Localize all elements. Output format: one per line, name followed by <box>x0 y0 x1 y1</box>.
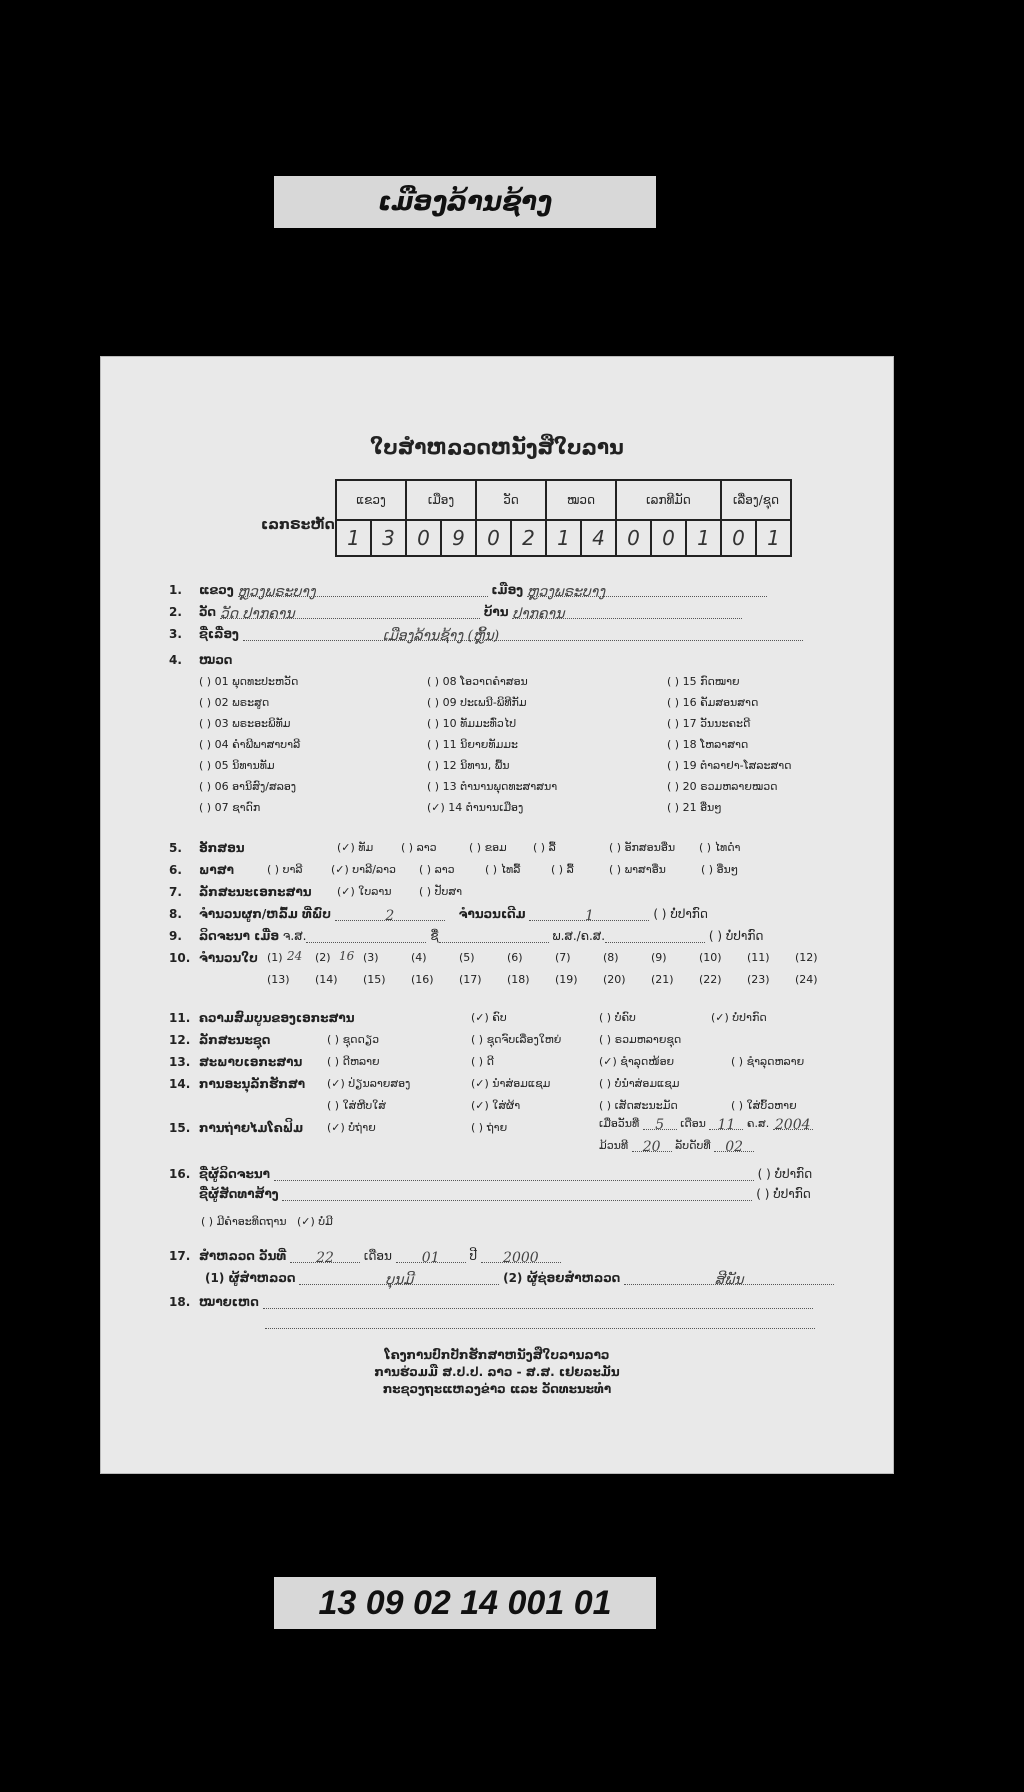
f7-opt[interactable]: (✓) ໃບລານ <box>337 885 392 898</box>
f15-opt[interactable]: (✓) ບໍ່ຖ່າຍ <box>327 1121 376 1134</box>
page-count-slot: (5) <box>459 951 475 964</box>
f12-opt[interactable]: ( ) ຊຸດຈົບເລື່ອງໃຫຍ່ <box>471 1033 562 1046</box>
f11-opt[interactable]: ( ) ບໍ່ຄົບ <box>599 1011 636 1024</box>
f15-date: ເມື່ອວັນທີ່ 5 ເດືອນ 11 ຄ.ສ. 2004 <box>599 1117 813 1130</box>
f16-extra[interactable]: ( ) ມີຄຳອະທິດຖານ <box>201 1215 287 1228</box>
page-count-slot: (10) <box>699 951 722 964</box>
field-5: 5. ອັກສອນ <box>169 841 245 855</box>
f11-opt[interactable]: (✓) ບໍ່ປາກົດ <box>711 1011 767 1024</box>
page-count-slot: (19) <box>555 973 578 986</box>
page-count-slot: (6) <box>507 951 523 964</box>
category-option[interactable]: ( ) 16 ຄັມສອນສາດ <box>667 696 759 709</box>
field-13: 13. ສະພາບເອກະສານ <box>169 1055 303 1069</box>
f6-opt[interactable]: ( ) ລາວ <box>419 863 455 876</box>
f14-opt[interactable]: (✓) ໃສ່ຜ້າ <box>471 1099 521 1112</box>
field-18: 18. ໝາຍເຫດ <box>169 1295 813 1309</box>
category-option[interactable]: ( ) 12 ນິທານ, ພື້ນ <box>427 759 510 772</box>
code-digit: 2 <box>511 520 546 556</box>
page-count-slot: (22) <box>699 973 722 986</box>
code-digit: 0 <box>406 520 441 556</box>
category-option[interactable]: ( ) 17 ວັນນະຄະດີ <box>667 717 751 730</box>
field-11: 11. ຄວາມສົມບູນຂອງເອກະສານ <box>169 1011 355 1025</box>
category-option[interactable]: ( ) 13 ຕຳນານພຸດທະສາສນາ <box>427 780 558 793</box>
f14-opt[interactable]: ( ) ເສັດສະນະມັດ <box>599 1099 678 1112</box>
page-count-slot: (15) <box>363 973 386 986</box>
f6-opt[interactable]: ( ) ໄທລື້ <box>485 863 521 876</box>
page-count-slot: (24) <box>795 973 818 986</box>
bottom-code-label: 13 09 02 14 001 01 <box>274 1577 656 1629</box>
page-count-slot: (14) <box>315 973 338 986</box>
field-6: 6. ພາສາ <box>169 863 234 877</box>
category-option[interactable]: ( ) 02 ພຣະສູດ <box>199 696 270 709</box>
field-8: 8. ຈຳນວນຜູກ/ຫລົ້ມ ທີ່ພົບ 2 ຈຳນວນເດີມ 1 ( ) ບໍ່ປາກົດ <box>169 907 708 924</box>
footer-line: ໂຄງການປົກປັກຮັກສາຫນັງສືໃບລານລາວ <box>384 1348 610 1362</box>
field-1: 1. ແຂວງ ຫຼວງພຣະບາງ ເມືອງ ຫຼວງພຣະບາງ <box>169 583 767 597</box>
field-12: 12. ລັກສະນະຊຸດ <box>169 1033 271 1047</box>
code-digit: 0 <box>721 520 756 556</box>
code-header: ເລື່ອງ/ຊຸດ <box>721 480 791 520</box>
page-count-slot: (7) <box>555 951 571 964</box>
form-title: ໃບສຳຫລວດຫນັງສືໃບລານ <box>370 435 624 459</box>
f10-value-2: 16 <box>339 949 355 963</box>
f13-opt[interactable]: ( ) ດີຫລາຍ <box>327 1055 380 1068</box>
category-option[interactable]: ( ) 15 ກົດໝາຍ <box>667 675 740 688</box>
code-table <box>335 479 792 557</box>
footer-line: ກະຊວງຖະແຫລງຂ່າວ ແລະ ວັດທະນະທຳ <box>382 1382 612 1396</box>
code-header: ເມືອງ <box>406 480 476 520</box>
f5-opt[interactable]: ( ) ອັກສອນອື່ນ <box>609 841 676 854</box>
field-18-line <box>265 1315 815 1329</box>
category-option[interactable]: ( ) 03 ພຣະອະພິທັມ <box>199 717 291 730</box>
field-10: 10. ຈຳນວນໃບ <box>169 951 258 965</box>
code-digit: 0 <box>616 520 651 556</box>
field-4: 4. ໝວດ <box>169 653 233 667</box>
page-count-slot: (23) <box>747 973 770 986</box>
category-option[interactable]: ( ) 21 ອື່ນໆ <box>667 801 722 814</box>
category-option[interactable]: ( ) 11 ນິຍາຍທັມມະ <box>427 738 518 751</box>
f14-opt[interactable]: ( ) ບໍ່ນຳສ່ອມແຊມ <box>599 1077 680 1090</box>
f15-opt[interactable]: ( ) ຖ່າຍ <box>471 1121 508 1134</box>
f12-opt[interactable]: ( ) ຊຸດດຽວ <box>327 1033 380 1046</box>
page-count-slot: (21) <box>651 973 674 986</box>
category-option[interactable]: ( ) 10 ທັມມະທົ່ວໄປ <box>427 717 517 730</box>
page-count-slot: (17) <box>459 973 482 986</box>
code-digit: 1 <box>546 520 581 556</box>
code-digit: 9 <box>441 520 476 556</box>
page-count-slot: (16) <box>411 973 434 986</box>
page-count-slot: (2) <box>315 951 331 964</box>
f14-opt[interactable]: ( ) ໃສ່ຫີບໃສ່ <box>327 1099 386 1112</box>
category-option[interactable]: ( ) 04 ຄຳພີພາສາບາລີ <box>199 738 301 751</box>
f11-opt[interactable]: (✓) ຄົບ <box>471 1011 507 1024</box>
top-title-label: ເມືອງລ້ານຊ້າງ <box>274 176 656 228</box>
category-option[interactable]: ( ) 01 ພຸດທະປະຫວັດ <box>199 675 299 688</box>
f6-opt[interactable]: ( ) ບາລີ <box>267 863 303 876</box>
category-option[interactable]: ( ) 07 ຊາດົກ <box>199 801 261 814</box>
field-7: 7. ລັກສະນະເອກະສານ <box>169 885 312 899</box>
field-17-surveyors: (1) ຜູ້ສຳຫລວດ ບຸນມີ (2) ຜູ້ຊ່ອຍສຳຫລວດ ສີພັນ <box>205 1271 834 1285</box>
code-header: ວັດ <box>476 480 546 520</box>
f10-value-1: 24 <box>287 949 303 963</box>
page-count-slot: (12) <box>795 951 818 964</box>
f13-opt[interactable]: ( ) ດີ <box>471 1055 494 1068</box>
f14-opt[interactable]: (✓) ນຳສ່ອມແຊມ <box>471 1077 551 1090</box>
category-option[interactable]: ( ) 09 ປະເພນີ-ພິທີກັມ <box>427 696 527 709</box>
footer-line: ການຮ່ວມມື ສ.ປ.ປ. ລາວ - ສ.ສ. ເຢຍລະມັນ <box>374 1365 620 1379</box>
f6-opt[interactable]: ( ) ພາສາອື່ນ <box>609 863 666 876</box>
code-digit: 1 <box>756 520 791 556</box>
f6-opt[interactable]: ( ) ອື່ນໆ <box>701 863 739 876</box>
code-digit: 0 <box>651 520 686 556</box>
page-count-slot: (3) <box>363 951 379 964</box>
code-digit: 3 <box>371 520 406 556</box>
f5-opt[interactable]: ( ) ຂອມ <box>469 841 507 854</box>
survey-form <box>100 356 894 1474</box>
code-digit: 0 <box>476 520 511 556</box>
category-option[interactable]: ( ) 18 ໂຫລາສາດ <box>667 738 749 751</box>
f12-opt[interactable]: ( ) ຣວມຫລາຍຊຸດ <box>599 1033 682 1046</box>
code-header: ເລກທີມັດ <box>616 480 721 520</box>
category-option[interactable]: (✓) 14 ຕຳນານເມືອງ <box>427 801 524 814</box>
page-count-slot: (9) <box>651 951 667 964</box>
field-14: 14. ການອະນຸລັກຮັກສາ <box>169 1077 306 1091</box>
code-label: ເລກຣະຫັດ <box>261 517 335 533</box>
category-option[interactable]: ( ) 20 ຣວມຫລາຍໝວດ <box>667 780 778 793</box>
f7-opt[interactable]: ( ) ປັບສາ <box>419 885 462 898</box>
category-option[interactable]: ( ) 06 ອານິສົງ/ສລອງ <box>199 780 297 793</box>
f14-opt[interactable]: (✓) ປ່ຽນລາຍສອງ <box>327 1077 411 1090</box>
page-count-slot: (20) <box>603 973 626 986</box>
category-option[interactable]: ( ) 08 ໂອວາດຄຳສອນ <box>427 675 528 688</box>
code-digit: 4 <box>581 520 616 556</box>
field-2: 2. ວັດ ວັດ ປາກຄານ ບ້ານ ປາກຄານ <box>169 605 742 619</box>
category-option[interactable]: ( ) 19 ຕຳລາຢາ-ໂສລະສາດ <box>667 759 792 772</box>
category-option[interactable]: ( ) 05 ນິທານທັມ <box>199 759 275 772</box>
code-header: ແຂວງ <box>336 480 406 520</box>
field-17: 17. ສຳຫລວດ ວັນທີ່ 22 ເດືອນ 01 ປີ 2000 <box>169 1249 561 1263</box>
f13-opt[interactable]: (✓) ຊຳລຸດໜ້ອຍ <box>599 1055 675 1068</box>
field-16b: ຊື່ຜູ້ສັດທາສ້າງ ( ) ບໍ່ປາກົດ <box>199 1187 811 1201</box>
f5-opt[interactable]: (✓) ທັມ <box>337 841 374 854</box>
field-9: 9. ລິດຈະນາ ເມື່ອ ຈ.ສ. ຊື່ ພ.ສ./ຄ.ສ. ( ) ບໍ່ປາກົດ <box>169 929 764 943</box>
f5-opt[interactable]: ( ) ລື້ <box>533 841 556 854</box>
page-count-slot: (13) <box>267 973 290 986</box>
field-3: 3. ຊື່ເລື່ອງ ເມືອງລ້ານຊ້າງ (ຫຼິ້ນ) <box>169 627 803 641</box>
field-16: 16. ຊື່ຜູ້ລິດຈະນາ ( ) ບໍ່ປາກົດ <box>169 1167 813 1181</box>
form-footer <box>101 1347 893 1398</box>
page-count-slot: (11) <box>747 951 770 964</box>
f14-opt[interactable]: ( ) ໃສ່ບົ້ວຫາຍ <box>731 1099 797 1112</box>
page-count-slot: (8) <box>603 951 619 964</box>
f13-opt[interactable]: ( ) ຊຳລຸດຫລາຍ <box>731 1055 805 1068</box>
f15-roll: ມ້ວນທີ 20 ລັບດັບທີ່ 02 <box>599 1139 754 1152</box>
page-count-slot: (1) <box>267 951 283 964</box>
f6-opt[interactable]: (✓) ບາລີ/ລາວ <box>331 863 396 876</box>
f5-opt[interactable]: ( ) ລາວ <box>401 841 437 854</box>
f6-opt[interactable]: ( ) ລື້ <box>551 863 574 876</box>
code-digit: 1 <box>336 520 371 556</box>
code-digit: 1 <box>686 520 721 556</box>
f5-opt[interactable]: ( ) ໄທດຳ <box>699 841 741 854</box>
page-count-slot: (18) <box>507 973 530 986</box>
f16-extra[interactable]: (✓) ບໍ່ມີ <box>297 1215 333 1228</box>
code-header: ໝວດ <box>546 480 616 520</box>
field-15: 15. ການຖ່າຍໄມໂຄຟິມ <box>169 1121 304 1135</box>
page-count-slot: (4) <box>411 951 427 964</box>
